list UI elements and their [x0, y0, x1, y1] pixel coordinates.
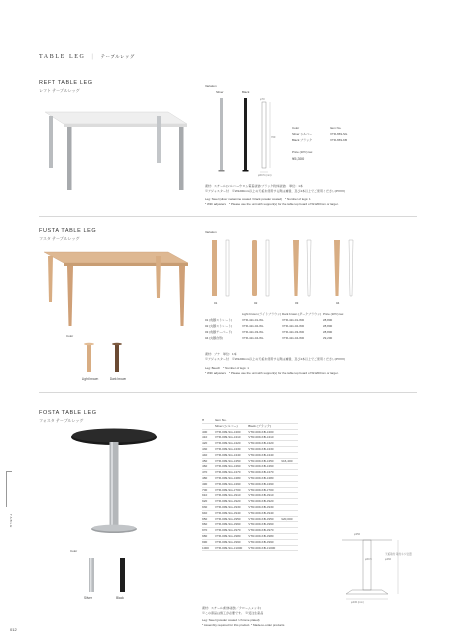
reft-code-header: Item No. — [330, 126, 342, 130]
fusta-row-3-price: ¥8,800 — [323, 330, 333, 334]
fosta-cell-b: VTR-009-KB-J400 — [248, 429, 281, 435]
fosta-cell-b: VTR-009-KB-J960 — [248, 522, 281, 528]
fusta-subtitle: フスタ テーブルレッグ — [39, 236, 80, 241]
fosta-cell-b: VTR-009-KB-J700 — [248, 487, 281, 493]
fosta-dim-base-note: 天板取付 取付ネジ位置 — [385, 553, 412, 556]
fosta-cell-b: VTR-009-KB-J910 — [248, 493, 281, 499]
fosta-cell-h: 930 — [202, 504, 215, 510]
fosta-color-swatches — [84, 555, 134, 593]
reft-note-en: Leg: Steel (silver melamine coated / black powder coated) * Number of legs: 1 — [205, 197, 311, 201]
reft-price-label: Price (1PC) tax — [292, 150, 313, 154]
fosta-note-jp2: ※この商品は施工が必要です。 ※受注生産品 — [202, 611, 264, 615]
fusta-row-1-price: ¥8,800 — [323, 318, 333, 322]
fosta-table-illustration — [62, 428, 172, 536]
fosta-cell-h: 970 — [202, 528, 215, 534]
side-tab-bar — [6, 471, 7, 507]
page-number: 012 — [10, 627, 17, 632]
reft-table-illustration — [40, 104, 190, 199]
fusta-leg-label-01: 01 — [214, 301, 218, 305]
fusta-color-label: Color — [66, 334, 74, 338]
fosta-cell-s: VTR-009-SG-J700 — [215, 487, 248, 493]
reft-color-silver: Silver シルバー — [292, 132, 313, 136]
fosta-cell-h: 430 — [202, 446, 215, 452]
fosta-cell-b: VTR-009-KB-J450 — [248, 458, 281, 464]
fosta-cell-b: VTR-009-KB-J420 — [248, 441, 281, 447]
fosta-table-row — [202, 545, 298, 551]
fusta-note-jp: 素材：ブナ 単位：1本 — [205, 352, 237, 356]
fosta-cell-h: 990 — [202, 539, 215, 545]
fosta-cell-b: VTR-009-KB-J410 — [248, 435, 281, 441]
side-tab-label: TABLE — [9, 514, 13, 529]
fosta-cell-h: 470 — [202, 470, 215, 476]
fosta-cell-b: VTR-009-KB-J480 — [248, 475, 281, 481]
fosta-cell-h: 480 — [202, 475, 215, 481]
fosta-cell-b: VTR-009-KB-J940 — [248, 510, 281, 516]
fosta-cell-b: VTR-009-KB-J470 — [248, 470, 281, 476]
reft-dim-top: φ70 — [260, 98, 265, 101]
fosta-cell-s: VTR-009-SG-J410 — [215, 435, 248, 441]
fusta-note-en: Leg: Beech * Number of legs: 1 — [205, 366, 249, 370]
fusta-row-2-light: VTR-411-02-WL — [242, 324, 264, 328]
fosta-cell-b: VTR-009-KB-J990 — [248, 539, 281, 545]
fusta-note-en2: * With adjusters * Please use the unit with support(s) for the table top board of W1200mm or larger. — [205, 371, 339, 375]
reft-color-black: Black ブラック — [292, 138, 313, 142]
fusta-variation-label: Variation — [205, 230, 217, 234]
fusta-leg-label-02: 02 — [254, 301, 258, 305]
fosta-cell-h: 410 — [202, 435, 215, 441]
fusta-swatch-dark: Dark brown — [109, 377, 127, 381]
fosta-cell-h: 460 — [202, 464, 215, 470]
fosta-cell-b: VTR-009-KB-J920 — [248, 499, 281, 505]
fosta-cell-h: 960 — [202, 522, 215, 528]
fusta-leg-label-03: 03 — [295, 301, 299, 305]
fusta-title: FUSTA TABLE LEG — [39, 228, 97, 234]
fusta-leg-label-04: 04 — [336, 301, 340, 305]
fusta-row-4-dark: VTR-411-04-WD — [282, 336, 305, 340]
fosta-cell-s: VTR-009-SG-J440 — [215, 452, 248, 458]
fusta-th-light: Light brown (ライトブラウン) — [242, 312, 282, 316]
fosta-cell-s: VTR-009-SG-J920 — [215, 499, 248, 505]
header-divider: | — [91, 54, 95, 60]
fosta-dim-note: φ430 (mm) — [351, 601, 364, 604]
fosta-cell-h: 490 — [202, 481, 215, 487]
fosta-cell-h: 400 — [202, 429, 215, 435]
fusta-row-3-light: VTR-411-03-WL — [242, 330, 264, 334]
reft-title: REFT TABLE LEG — [39, 80, 93, 86]
fosta-note-jp: 素材：スチール(粉体塗装／クロームメッキ) — [202, 606, 261, 610]
fosta-cell-b: VTR-009-KB-J440 — [248, 452, 281, 458]
fusta-th-dark: Dark brown (ダークブラウン) — [282, 312, 322, 316]
reft-note-en2: * With adjusters * Please use the unit with support(s) for the table top board of W1200mm or larger. — [205, 202, 339, 206]
fusta-leg-variants — [206, 238, 386, 302]
fosta-cell-b: VTR-009-KB-J980 — [248, 533, 281, 539]
divider-1 — [39, 216, 417, 217]
fosta-dim-pipe: φ60.5 — [365, 558, 372, 561]
fosta-cell-h: 450 — [202, 458, 215, 464]
fosta-cell-h: 950 — [202, 516, 215, 522]
fusta-row-4-name: 04 (丸脚台形) — [205, 336, 224, 340]
fusta-row-3-dark: VTR-411-03-WD — [282, 330, 305, 334]
reft-leg-variants — [210, 96, 280, 186]
reft-dim-height: 700 — [271, 136, 276, 139]
fosta-cell-h: 940 — [202, 510, 215, 516]
fosta-cell-s: VTR-009-SG-J930 — [215, 504, 248, 510]
fusta-swatch-light: Light brown — [81, 377, 99, 381]
fusta-row-2-name: 02 (丸脚ストレート) — [205, 324, 233, 328]
fosta-note-en2: * Assembly required for this product. * Made-to-order products — [202, 623, 285, 627]
reft-variant-black: Black — [242, 90, 250, 94]
fosta-cell-s: VTR-009-SG-J460 — [215, 464, 248, 470]
fosta-cell-s: VTR-009-SG-J950 — [215, 516, 248, 522]
fosta-note-en: Leg: Steel (powder coated / chrome plated) — [202, 618, 260, 622]
fosta-title: FOSTA TABLE LEG — [39, 410, 97, 416]
reft-dim-base: φ60.5 (mm) — [258, 174, 272, 177]
fosta-th-silver: Silver (シルバー) — [215, 423, 248, 429]
fosta-cell-s: VTR-009-SG-J450 — [215, 458, 248, 464]
fosta-cell-s: VTR-009-SG-J940 — [215, 510, 248, 516]
fosta-cell-s: VTR-009-SG-J470 — [215, 470, 248, 476]
fosta-cell-h: 700 — [202, 487, 215, 493]
fosta-subtitle: フォスタ テーブルレッグ — [39, 418, 84, 423]
reft-subtitle: レフト テーブルレッグ — [39, 88, 80, 93]
fosta-cell-s: VTR-009-SG-J960 — [215, 522, 248, 528]
fosta-cell-b: VTR-009-KB-J1000 — [248, 545, 281, 551]
fusta-note-jp2: ※アジャスター付 ※W1200mm以上の天板を使用する際は補強、及び4本以上でご使用ください(PXXX) — [205, 357, 345, 361]
fosta-cell-s: VTR-009-SG-J430 — [215, 446, 248, 452]
fusta-row-4-price: ¥9,200 — [323, 336, 333, 340]
fosta-spec-table — [202, 418, 298, 551]
fusta-row-1-dark: VTR-411-01-WD — [282, 318, 305, 322]
fosta-cell-h: 980 — [202, 533, 215, 539]
reft-note-jp: 素材：スチール(シルバー/クロム電着塗装/ブラック粉体塗装) 単位：1本 — [205, 184, 303, 188]
fosta-cell-h: 420 — [202, 441, 215, 447]
fusta-row-1-name: 01 (角脚ストレート) — [205, 318, 233, 322]
fosta-cell-p — [281, 545, 298, 551]
fosta-color-label: Color — [70, 549, 78, 553]
fosta-cell-h: 440 — [202, 452, 215, 458]
fosta-cell-b: VTR-009-KB-J970 — [248, 528, 281, 534]
fosta-cell-s: VTR-009-SG-J970 — [215, 528, 248, 534]
fosta-cell-s: VTR-009-SG-J490 — [215, 481, 248, 487]
fosta-cell-b: VTR-009-KB-J950 — [248, 516, 281, 522]
reft-code-silver: VTR-659-SG — [330, 132, 348, 136]
side-tab-top — [6, 471, 12, 472]
reft-variant-silver: Silver — [216, 90, 224, 94]
reft-color-header: Color — [292, 126, 300, 130]
fosta-cell-b: VTR-009-KB-J430 — [248, 446, 281, 452]
fusta-row-3-name: 03 (角脚テーパード) — [205, 330, 233, 334]
fusta-row-1-light: VTR-411-01-WL — [242, 318, 264, 322]
fosta-cell-s: VTR-009-SG-J990 — [215, 539, 248, 545]
fusta-row-2-price: ¥8,800 — [323, 324, 333, 328]
fusta-table-illustration — [40, 246, 190, 331]
fosta-cell-s: VTR-009-SG-J980 — [215, 533, 248, 539]
fosta-th-black: Black (ブラック) — [248, 423, 281, 429]
fosta-dim-base-plate: φ460 — [385, 558, 392, 561]
fosta-swatch-black: Black — [116, 596, 124, 600]
fosta-th-item: Item No. — [215, 418, 248, 423]
reft-price: ¥5,300 — [292, 156, 305, 161]
fosta-swatch-silver: Silver — [84, 596, 92, 600]
fusta-row-4-light: VTR-411-04-WL — [242, 336, 264, 340]
fosta-dim-top: φ350 — [354, 533, 361, 536]
fosta-dimension-drawing — [332, 536, 412, 608]
reft-code-black: VTR-659-KB — [330, 138, 348, 142]
fosta-cell-b: VTR-009-KB-J930 — [248, 504, 281, 510]
fosta-cell-h: 910 — [202, 493, 215, 499]
reft-variation-label: Variation — [205, 84, 217, 88]
fosta-cell-h: 1000 — [202, 545, 215, 551]
header-title: TABLE LEG — [39, 54, 86, 60]
fosta-cell-b: VTR-009-KB-J460 — [248, 464, 281, 470]
fusta-color-swatches — [78, 340, 128, 374]
reft-note-jp2: ※アジャスター付 ※W1200mm以上の天板を使用する際は補強、及び4本以上でご使用ください(PXXX) — [205, 189, 345, 193]
header-subtitle: テーブルレッグ — [100, 54, 135, 59]
fosta-cell-h: 920 — [202, 499, 215, 505]
fosta-table-row — [202, 516, 298, 522]
divider-2 — [39, 392, 417, 393]
fosta-cell-p: ¥20,000 — [281, 516, 298, 522]
fosta-cell-s: VTR-009-SG-J1000 — [215, 545, 248, 551]
fosta-cell-b: VTR-009-KB-J490 — [248, 481, 281, 487]
fosta-table-row — [202, 458, 298, 464]
fosta-cell-s: VTR-009-SG-J400 — [215, 429, 248, 435]
fosta-cell-s: VTR-009-SG-J480 — [215, 475, 248, 481]
fusta-row-2-dark: VTR-411-02-WD — [282, 324, 305, 328]
fosta-th-h: H — [202, 418, 215, 423]
fusta-th-price: Price (1PC) tax — [323, 312, 344, 316]
fosta-cell-s: VTR-009-SG-J910 — [215, 493, 248, 499]
fosta-cell-s: VTR-009-SG-J420 — [215, 441, 248, 447]
page-header — [39, 54, 135, 60]
fosta-cell-p: ¥16,400 — [281, 458, 298, 464]
